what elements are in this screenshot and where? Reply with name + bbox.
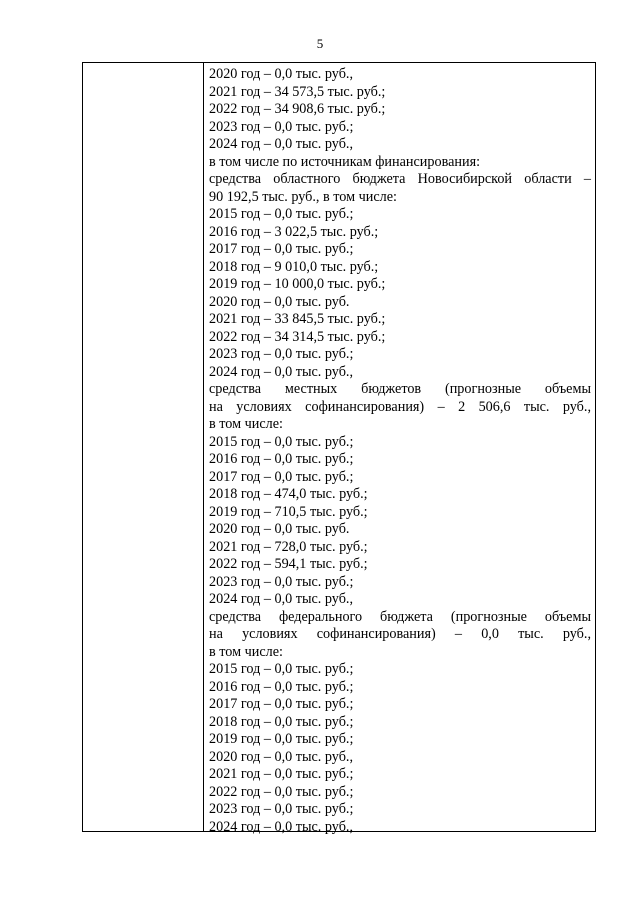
text-line: 2020 год – 0,0 тыс. руб., — [209, 66, 354, 82]
text-line: в том числе по источникам финансирования: — [209, 153, 481, 170]
text-line: 2024 год – 0,0 тыс. руб., — [209, 591, 354, 607]
text-line: 2024 год – 0,0 тыс. руб., — [209, 363, 354, 380]
text-line: 2015 год – 0,0 тыс. руб.; — [209, 661, 354, 677]
text-line: 2018 год – 0,0 тыс. руб.; — [209, 713, 354, 730]
text-line: 2021 год – 33 845,5 тыс. руб.; — [209, 311, 386, 327]
text-line: 2017 год – 0,0 тыс. руб.; — [209, 468, 354, 485]
page-number: 5 — [316, 36, 324, 51]
text-line: 2015 год – 0,0 тыс. руб.; — [209, 433, 354, 450]
text-line: 2018 год – 9 010,0 тыс. руб.; — [209, 258, 379, 275]
text-line: 2022 год – 0,0 тыс. руб.; — [209, 783, 354, 800]
text-line: 2022 год – 34 314,5 тыс. руб.; — [209, 328, 386, 345]
funding-table — [82, 62, 596, 835]
text-line: 2020 год – 0,0 тыс. руб. — [209, 521, 350, 537]
text-line: 2016 год – 0,0 тыс. руб.; — [209, 451, 354, 467]
table-right-cell — [204, 63, 595, 835]
text-line: 2023 год – 0,0 тыс. руб.; — [209, 801, 354, 817]
text-line: 2024 год – 0,0 тыс. руб., — [209, 818, 354, 835]
text-line: 2022 год – 594,1 тыс. руб.; — [209, 556, 368, 572]
text-line: 2024 год – 0,0 тыс. руб., — [209, 136, 354, 152]
text-line: 2022 год – 34 908,6 тыс. руб.; — [209, 101, 386, 117]
text-line: 2020 год – 0,0 тыс. руб. — [209, 293, 350, 310]
text-line: средства областного бюджета Новосибирской области – — [209, 171, 591, 187]
text-line: 2018 год – 474,0 тыс. руб.; — [209, 486, 368, 502]
text-line: 90 192,5 тыс. руб., в том числе: — [209, 188, 397, 205]
text-line: 2016 год – 3 022,5 тыс. руб.; — [209, 223, 379, 240]
text-line: 2023 год – 0,0 тыс. руб.; — [209, 118, 354, 135]
text-line: 2019 год – 710,5 тыс. руб.; — [209, 503, 368, 520]
text-line: 2015 год – 0,0 тыс. руб.; — [209, 206, 354, 222]
text-line: в том числе: — [209, 416, 283, 432]
text-line: 2017 год – 0,0 тыс. руб.; — [209, 241, 354, 257]
text-line: 2019 год – 10 000,0 тыс. руб.; — [209, 276, 386, 292]
table-left-cell — [83, 63, 204, 831]
text-line: 2021 год – 728,0 тыс. руб.; — [209, 538, 368, 555]
text-line: на условиях софинансирования) – 2 506,6 тыс. руб., — [209, 398, 591, 415]
text-line: 2021 год – 34 573,5 тыс. руб.; — [209, 83, 386, 100]
text-line: в том числе: — [209, 643, 283, 660]
text-line: 2017 год – 0,0 тыс. руб.; — [209, 696, 354, 712]
text-line: 2020 год – 0,0 тыс. руб., — [209, 748, 354, 765]
text-line: средства федерального бюджета (прогнозные объемы — [209, 608, 591, 625]
text-line: 2019 год – 0,0 тыс. руб.; — [209, 731, 354, 747]
text-line: 2021 год – 0,0 тыс. руб.; — [209, 766, 354, 782]
text-line: средства местных бюджетов (прогнозные объемы — [209, 381, 591, 397]
text-line: 2023 год – 0,0 тыс. руб.; — [209, 346, 354, 362]
text-line: на условиях софинансирования) – 0,0 тыс. руб., — [209, 626, 591, 642]
text-line: 2023 год – 0,0 тыс. руб.; — [209, 573, 354, 590]
text-line: 2016 год – 0,0 тыс. руб.; — [209, 678, 354, 695]
